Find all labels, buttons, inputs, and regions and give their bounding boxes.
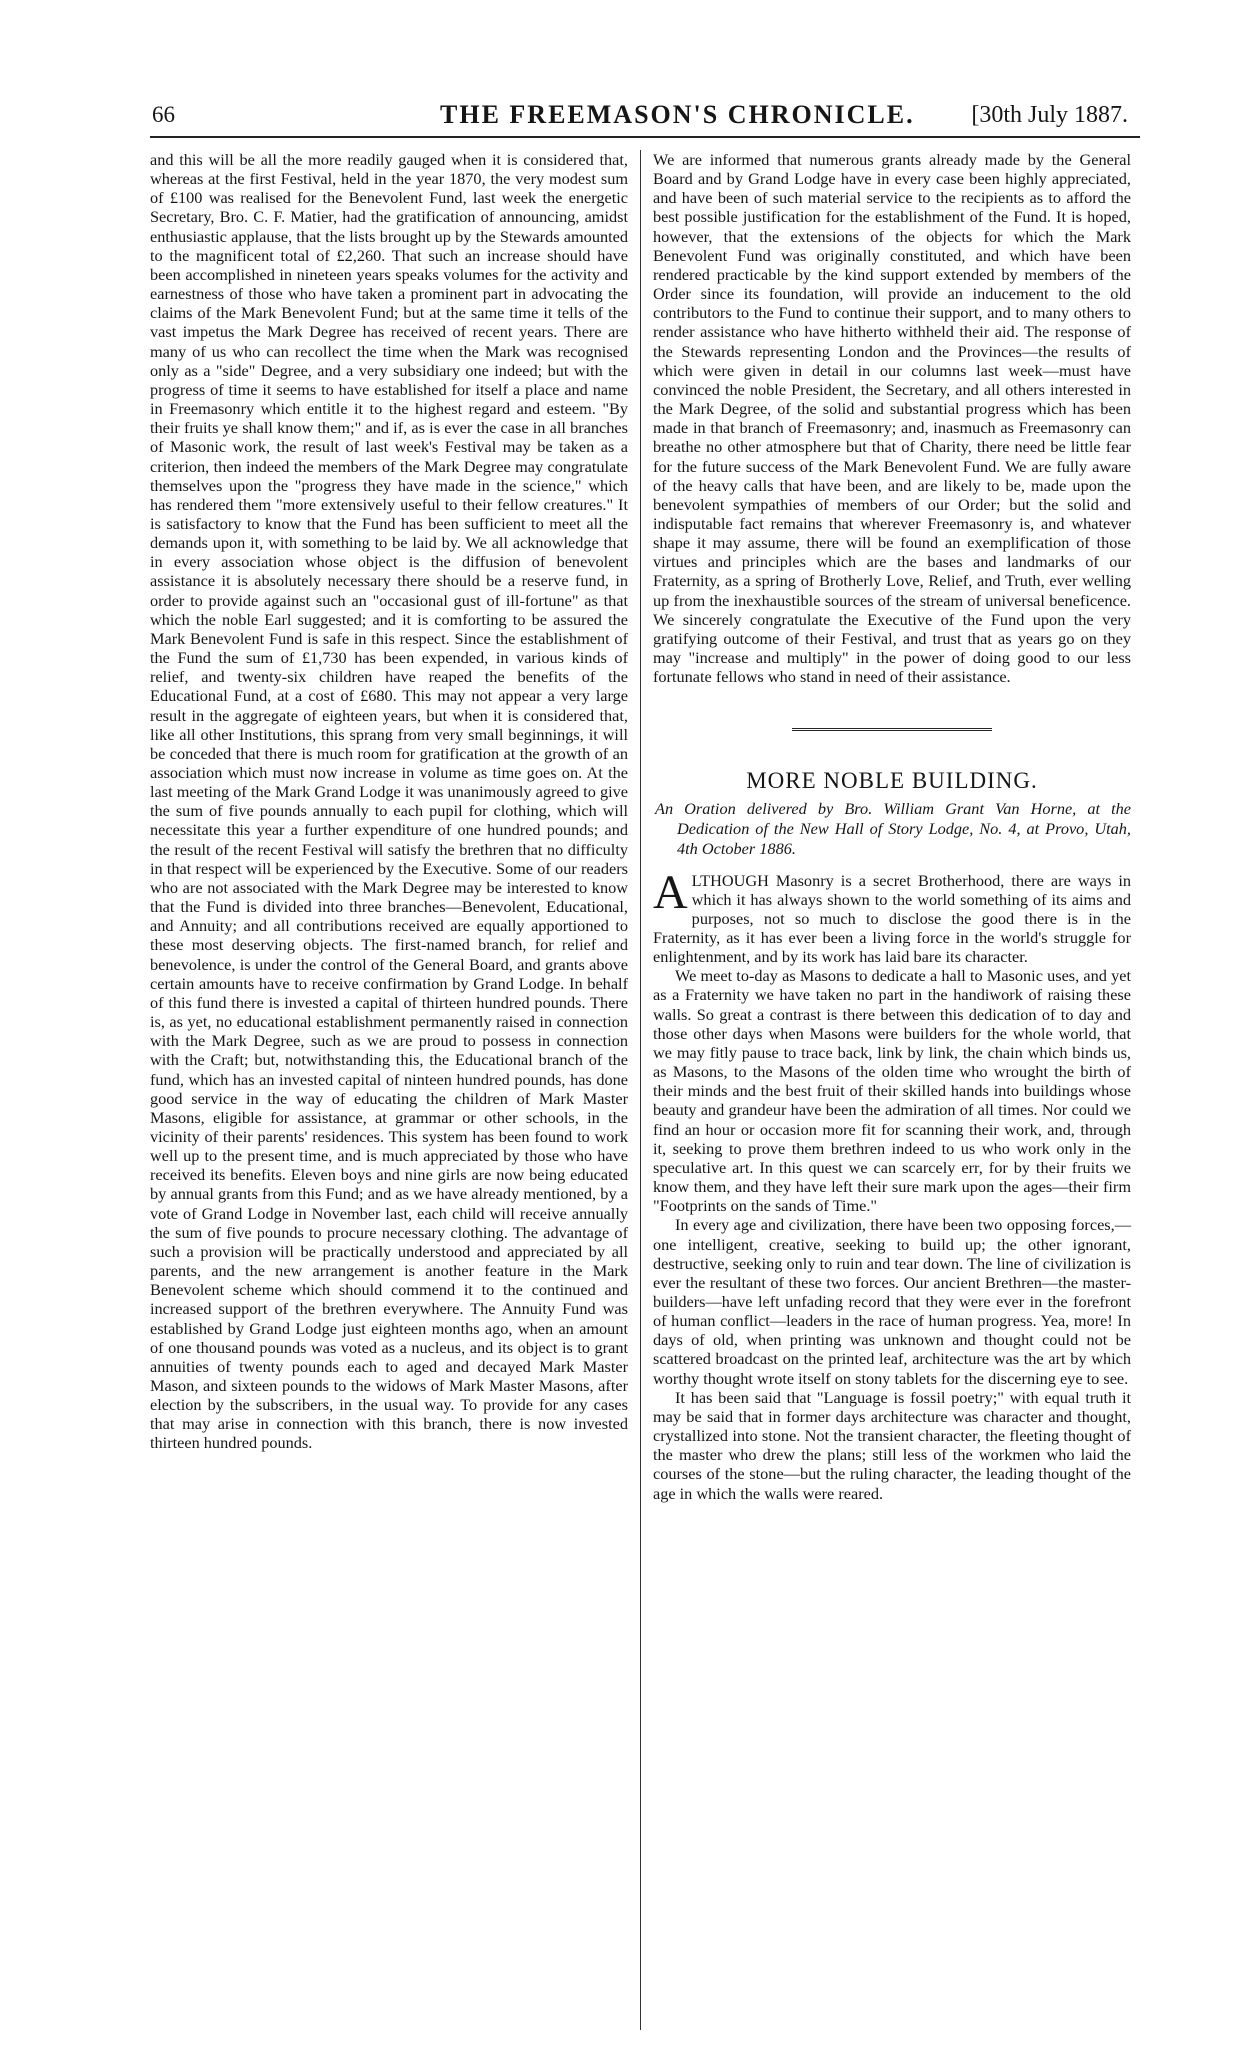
- oration-caption: An Oration delivered by Bro. William Grant Van Horne, at the Dedication of the New Hall of Story Lodge, No. 4, at Provo, Utah, 4th October 1886.: [655, 798, 1131, 858]
- issue-date: [30th July 1887.: [971, 102, 1128, 128]
- right-paragraph-5: It has been said that "Language is fossil poetry;" with equal truth it may be said that in former days architecture was character and thought, crystallized into stone. Not the transient character, the fleeting thought of the master who drew the plans; still less of the workmen who laid the courses of the stone—but the ruling character, the leading thought of the age in which the walls were reared.: [653, 1387, 1131, 1503]
- left-column-text: and this will be all the more readily gauged when it is considered that, whereas at the first Festival, held in the year 1870, the very modest sum of £100 was realised for the Benevolent Fund, last week the energetic Secretary, Bro. C. F. Matier, had the gratification of announcing, amidst enthusiastic applause, that the lists brought up by the Stewards amounted to the magnificent total of £2,260. That such an increase should have been accomplished in nineteen years speaks volumes for the activity and earnestness of those who have taken a prominent part in advocating the claims of the Mark Benevolent Fund; but at the same time it tells of the vast impetus the Mark Degree has received of recent years. There are many of us who can recollect the time when the Mark was recognised only as a "side" Degree, and a very subsidiary one indeed; but with the progress of time it seems to have established for itself a place and name in Freemasonry which entitle it to the highest regard and esteem. "By their fruits ye shall know them;" and if, as is ever the case in all branches of Masonic work, the result of last week's Festival may be taken as a criterion, then indeed the members of the Mark Degree may congratulate themselves upon the "progress they have made in the science," which has rendered them "more extensively useful to their fellow creatures." It is satisfactory to know that the Fund has been sufficient to meet all the demands upon it, with something to be laid by. We all acknowledge that in every association whose object is the diffusion of benevolent assistance it is absolutely necessary there should be a reserve fund, in order to provide against such an "occasional gust of ill-fortune" as that which the noble Earl suggested; and it is comforting to be assured the Mark Benevolent Fund is safe in this respect. Since the establishment of the Fund the sum of £1,730 has been expended, in various kinds of relief, and twenty-six children have reaped the benefits of the Educational Fund, at a cost of £680. This may not appear a very large result in the aggregate of eighteen years, but when it is considered that, like all other Institutions, this sprang from very small beginnings, it will be conceded that there is much room for gratification at the growth of an association which must now increase in volume as time goes on. At the last meeting of the Mark Grand Lodge it was unanimously agreed to give the sum of five pounds annually to each pupil for clothing, which will necessitate this year a further expenditure of one hundred pounds; and the result of the recent Festival will satisfy the brethren that no difficulty in that respect will be experienced by the Executive. Some of our readers who are not associated with the Mark Degree may be interested to know that the Fund is divided into three branches—Benevolent, Educational, and Annuity; and all contributions received are equally apportioned to these most deserving objects. The first-named branch, for relief and benevolence, is under the control of the General Board, and grants above certain amounts have to receive confirmation by Grand Lodge. In behalf of this fund there is invested a capital of thirteen hundred pounds. There is, as yet, no educational establishment permanently raised in connection with the Mark Degree, such as we are proud to possess in connection with the Craft; but, notwithstanding this, the Educational branch of the fund, which has an invested capital of ninteen hundred pounds, has done good service in the way of educating the children of Mark Master Masons, eligible for assistance, at grammar or other schools, in the vicinity of their parents' residences. This system has been found to work well up to the present time, and is much appreciated by those who have received its benefits. Eleven boys and nine girls are now being educated by annual grants from this Fund; and as we have already mentioned, by a vote of Grand Lodge in November last, each child will receive annually the sum of five pounds to procure necessary clothing. The advantage of such a provision will be practically understood and appreciated by all parents, and the new arrangement is another feature in the Mark Benevolent scheme which should commend it to the continued and increased support of the brethren everywhere. The Annuity Fund was established by Grand Lodge just eighteen months ago, when an amount of one thousand pounds was voted as a nucleus, and its object is to grant annuities of twenty pounds each to aged and decayed Mark Master Mason, and sixteen pounds to the widows of Mark Master Masons, after election by the subscribers, in the usual way. To provide for any cases that may arise in connection with this branch, there is now invested thirteen hundred pounds.: [150, 150, 628, 1453]
- column-divider: [640, 150, 641, 2030]
- dropcap-letter: A: [653, 865, 688, 919]
- header-rule: [150, 136, 1140, 138]
- right-paragraph-2-text: LTHOUGH Masonry is a secret Brotherhood, there are ways in which it has always shown to the world something of its aims and purposes, not so much to disclose the good there is in the Fraternity, as it has ever been a living force in the world's struggle for enlightenment, and by its work has laid bare its character.: [653, 870, 1131, 967]
- section-separator: [792, 728, 992, 733]
- page-header: [150, 96, 1140, 130]
- right-column: [653, 150, 1131, 1503]
- publication-title: THE FREEMASON'S CHRONICLE.: [440, 100, 915, 129]
- page-number: 66: [152, 102, 175, 127]
- left-column: [150, 150, 628, 1453]
- right-paragraph-2: [653, 865, 1131, 967]
- right-paragraph-4: In every age and civilization, there have been two opposing forces,—one intelligent, creative, seeking to build up; the other ignorant, destructive, seeking only to ruin and tear down. The line of civilization is ever the resultant of these two forces. Our ancient Brethren—the master-builders—have left unfading record that they were ever in the forefront of human conflict—leaders in the race of human progress. Yea, more! In days of old, when printing was unknown and thought could not be scattered broadcast on the printed leaf, architecture was the art by which worthy thought wrote itself on stony tablets for the discerning eye to see.: [653, 1215, 1131, 1388]
- right-paragraph-1: We are informed that numerous grants already made by the General Board and by Grand Lodge have in every case been highly appreciated, and have been of such material service to the recipients as to afford the best possible justification for the establishment of the Fund. It is hoped, however, that the extensions of the objects for which the Mark Benevolent Fund was originally constituted, and which have been rendered practicable by the kind support extended by members of the Order since its foundation, will provide an inducement to the old contributors to the Fund to continue their support, and to many others to render assistance who have hitherto withheld their aid. The response of the Stewards representing London and the Provinces—the results of which were given in detail in our columns last week—must have convinced the noble President, the Secretary, and all others interested in the Mark Degree, of the solid and substantial progress which has been made in that branch of Freemasonry; and, inasmuch as Freemasonry can breathe no other atmosphere but that of Charity, there need be little fear for the future success of the Mark Benevolent Fund. We are fully aware of the heavy calls that have been, and are likely to be, made upon the benevolent sympathies of members of our Order; but the solid and indisputable fact remains that wherever Freemasonry is, and whatever shape it may assume, there will be found an exemplification of those virtues and principles which are the bases and landmarks of our Fraternity, as a spring of Brotherly Love, Relief, and Truth, ever welling up from the inexhaustible sources of the stream of universal beneficence. We sincerely congratulate the Executive of the Fund upon the very gratifying outcome of their Festival, and trust that as years go on they may "increase and multiply" in the power of doing good to our less fortunate fellows who stand in need of their assistance.: [653, 150, 1131, 687]
- section-heading: MORE NOBLE BUILDING.: [746, 768, 1038, 794]
- right-paragraph-3: We meet to-day as Masons to dedicate a hall to Masonic uses, and yet as a Fraternity we have taken no part in the handiwork of raising these walls. So great a contrast is there between this dedication of to day and those other days when Masons were builders for the whole world, that we may fitly pause to trace back, link by link, the chain which binds us, as Masons, to the Masons of the olden time who wrought the birth of their minds and the best fruit of their skilled hands into buildings whose beauty and grandeur have been the admiration of all times. Nor could we find an hour or occasion more fit for scanning their work, and, through it, seeking to prove them brethren indeed to us who work only in the speculative art. In this quest we can scarcely err, for by their fruits we know them, and they have left their sure mark upon the ages—their firm "Footprints on the sands of Time.": [653, 966, 1131, 1216]
